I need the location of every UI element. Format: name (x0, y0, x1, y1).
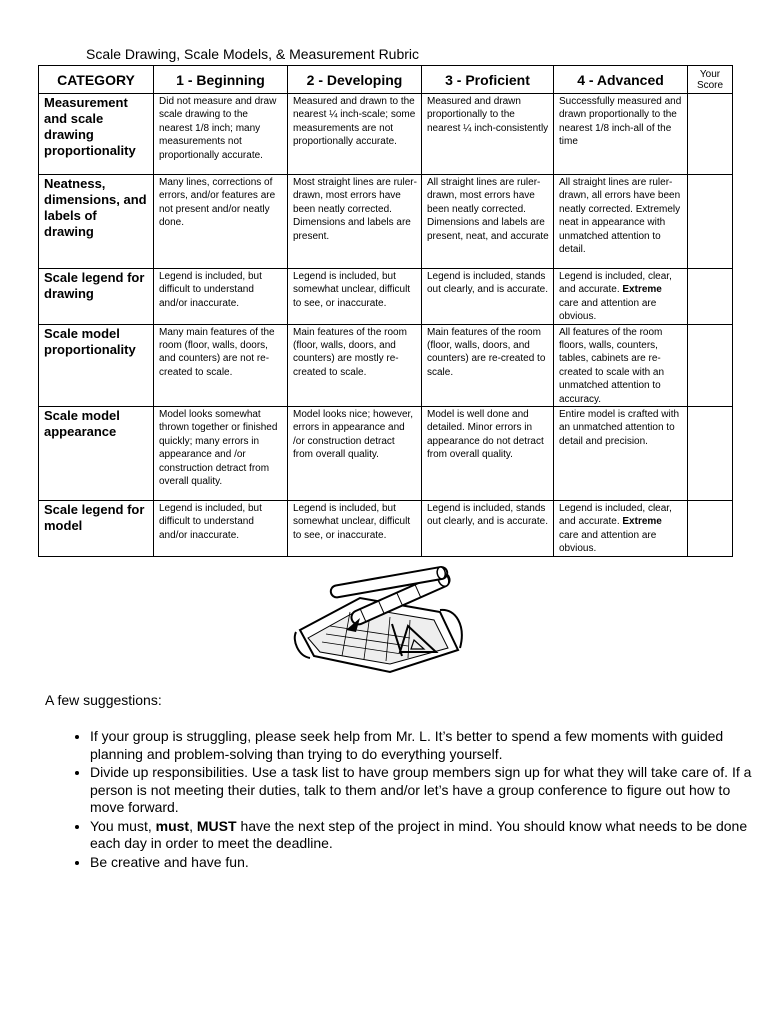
list-item: • If your group is struggling, please seek help from Mr. L. It’s better to spend a few moments with guided planning and problem-solving than trying to do everything yourself. (90, 728, 760, 763)
list-item: • Be creative and have fun. (90, 854, 760, 872)
emphasis-text: Extreme (622, 284, 662, 296)
table-row (39, 269, 733, 325)
beginning-cell: Did not measure and draw scale drawing to the nearest 1/8 inch; many measurements not proportionally accurate. (154, 94, 288, 175)
header-category: CATEGORY (39, 66, 154, 94)
proficient-cell: Legend is included, stands out clearly, and is accurate. (422, 501, 554, 557)
developing-cell: Measured and drawn to the nearest ¼ inch-scale; some measurements are not proportionally accurate. (288, 94, 422, 175)
developing-cell: Most straight lines are ruler-drawn, most errors have been neatly corrected. Dimensions and labels are present. (288, 175, 422, 269)
emphasis-text: MUST (196, 817, 237, 834)
emphasis-text: Extreme (622, 516, 662, 528)
header-developing: 2 - Developing (288, 66, 422, 94)
proficient-cell: Measured and drawn proportionally to the nearest ¼ inch-consistently (422, 94, 554, 175)
header-proficient: 3 - Proficient (422, 66, 554, 94)
header-beginning: 1 - Beginning (154, 66, 288, 94)
advanced-text: Legend is included, clear, and accurate. (559, 503, 672, 528)
suggestions-heading: A few suggestions: (45, 692, 162, 708)
table-row (39, 94, 733, 175)
list-item: • Divide up responsibilities. Use a task list to have group members sign up for what they will take care of. If a person is not meeting their duties, talk to them and/or let’s have a group conference to figure out how to move forward. (90, 764, 760, 817)
header-advanced: 4 - Advanced (554, 66, 688, 94)
beginning-cell: Many main features of the room (floor, walls, doors, and counters) are not re-created to scale. (154, 324, 288, 406)
advanced-cell: All features of the room floors, walls, counters, tables, cabinets are re-created to scale with an unmatched attention to accuracy. (554, 324, 688, 406)
category-cell: Scale legend for model (39, 501, 154, 557)
advanced-text-tail: care and attention are obvious. (559, 297, 657, 323)
score-cell[interactable] (688, 407, 733, 501)
category-cell: Scale legend for drawing (39, 269, 154, 325)
rubric-table (38, 65, 733, 557)
advanced-cell (554, 501, 688, 557)
list-item (90, 818, 760, 853)
score-cell[interactable] (688, 501, 733, 557)
advanced-cell: All straight lines are ruler-drawn, all errors have been neatly corrected. Extremely neat in appearance with unmatched attention to detail. (554, 175, 688, 269)
score-cell[interactable] (688, 175, 733, 269)
table-row (39, 175, 733, 269)
proficient-cell: All straight lines are ruler-drawn, most errors have been neatly corrected. Dimensions and labels are present, neat, and accurate (422, 175, 554, 269)
beginning-cell: Legend is included, but difficult to understand and/or inaccurate. (154, 269, 288, 325)
beginning-cell: Legend is included, but difficult to understand and/or inaccurate. (154, 501, 288, 557)
advanced-text-tail: care and attention are obvious. (559, 529, 657, 555)
developing-cell: Main features of the room (floor, walls, doors, and counters) are mostly re-created to scale. (288, 324, 422, 406)
category-cell: Neatness, dimensions, and labels of drawing (39, 175, 154, 269)
blueprint-tools-icon (290, 560, 470, 680)
table-row (39, 324, 733, 406)
developing-cell: Legend is included, but somewhat unclear, difficult to see, or inaccurate. (288, 269, 422, 325)
beginning-cell: Many lines, corrections of errors, and/or features are not present and/or neatly done. (154, 175, 288, 269)
proficient-cell: Model is well done and detailed. Minor errors in appearance do not detract from overall quality. (422, 407, 554, 501)
score-cell[interactable] (688, 269, 733, 325)
suggestions-list (45, 728, 760, 872)
table-row (39, 501, 733, 557)
advanced-text: Legend is included, clear, and accurate. (559, 271, 672, 296)
developing-cell: Legend is included, but somewhat unclear, difficult to see, or inaccurate. (288, 501, 422, 557)
score-cell[interactable] (688, 94, 733, 175)
list-item-text: You must, (90, 817, 152, 834)
table-row (39, 407, 733, 501)
score-cell[interactable] (688, 324, 733, 406)
category-cell: Scale model proportionality (39, 324, 154, 406)
advanced-cell: Successfully measured and drawn proportionally to the nearest 1/8 inch-all of the time (554, 94, 688, 175)
header-score: Your Score (688, 66, 733, 94)
page-title: Scale Drawing, Scale Models, & Measurement Rubric (86, 46, 420, 62)
developing-cell: Model looks nice; however, errors in appearance and /or construction detract from overall quality. (288, 407, 422, 501)
beginning-cell: Model looks somewhat thrown together or finished quickly; many errors in appearance and /or construction detract from overall quality. (154, 407, 288, 501)
list-item-punct: , (189, 817, 193, 834)
advanced-cell (554, 269, 688, 325)
list-item-text-tail: have the next step of the project in mind. You should know what needs to be done each day in order to meet the deadline. (90, 817, 748, 851)
proficient-cell: Main features of the room (floor, walls, doors, and counters) are re-created to scale. (422, 324, 554, 406)
emphasis-text: must (155, 817, 190, 834)
category-cell: Scale model appearance (39, 407, 154, 501)
header-row (39, 66, 733, 94)
category-cell: Measurement and scale drawing proportionality (39, 94, 154, 175)
proficient-cell: Legend is included, stands out clearly, and is accurate. (422, 269, 554, 325)
advanced-cell: Entire model is crafted with an unmatched attention to detail and precision. (554, 407, 688, 501)
